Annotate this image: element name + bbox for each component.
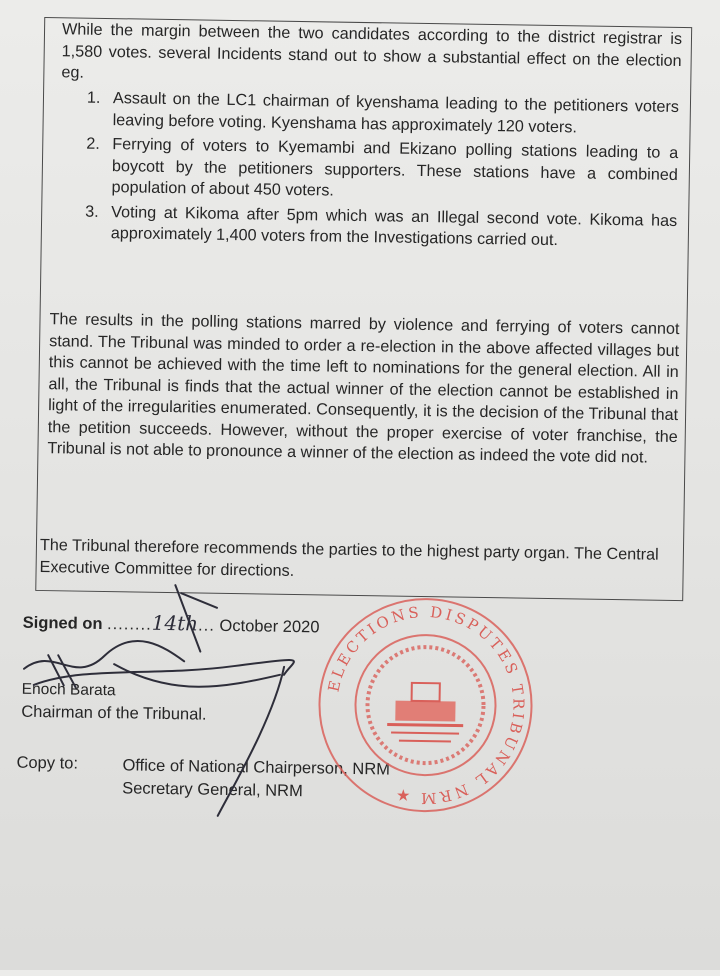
list-text: Ferrying of voters to Kyemambi and Ekizano polling stations leading to a boycott by the petitioners supporters. These stations have a combined population of about 450 voters.: [111, 135, 679, 200]
intro-paragraph: While the margin between the two candidates according to the district registrar is 1,580 votes. several Incidents stand out to show a substantial effect on the election eg.: [61, 20, 683, 82]
svg-text:★: ★: [395, 785, 411, 805]
tribunal-stamp-icon: [318, 597, 533, 812]
list-text: Assault on the LC1 chairman of kyenshama leading to the petitioners voters leaving before voting. Kyenshama has approximately 120 voters.: [112, 89, 680, 136]
chairman-signature-icon: [22, 583, 295, 817]
list-text: Voting at Kikoma after 5pm which was an Illegal second vote. Kikoma has approximately 1,400 voters from the Investigations carried out.: [110, 202, 678, 250]
recommendation-paragraph: The Tribunal therefore recommends the parties to the highest party organ. The Central Executive Committee for directions.: [39, 536, 659, 580]
list-number: 3.: [85, 202, 99, 221]
results-paragraph: The results in the polling stations marred by violence and ferrying of voters cannot stand. The Tribunal was minded to order a re-election in the above affected villages but this cannot be achieved with the time left to nominations for the general election. All in all, the Tribunal is finds that the actual winner of the election cannot be established in light of the irregularities enumerated. Consequently, it is the decision of the Tribunal that the petition succeeds. However, without the proper exercise of voter franchise, the Tribunal is not able to pronounce a winner of the election as indeed the vote did not.: [47, 310, 680, 467]
chairman-title: Chairman of the Tribunal.: [21, 702, 207, 724]
list-number: 2.: [86, 134, 100, 153]
signed-month-year: October 2020: [219, 616, 320, 637]
dots-left: ........: [106, 615, 152, 634]
copy-recipient: Secretary General, NRM: [122, 779, 303, 801]
chairman-name: Enoch Barata: [21, 680, 116, 700]
dots-right: ...: [197, 616, 216, 635]
handwritten-day: 14th: [151, 610, 199, 636]
svg-text:ELECTIONS DISPUTES TRIBUNAL NR: ELECTIONS DISPUTES TRIBUNAL NRM: [324, 602, 528, 808]
signed-on-label: Signed on: [22, 613, 103, 633]
copy-recipient: Office of National Chairperson, NRM: [122, 756, 391, 779]
copy-to-label: Copy to:: [16, 753, 79, 773]
list-number: 1.: [86, 88, 101, 107]
